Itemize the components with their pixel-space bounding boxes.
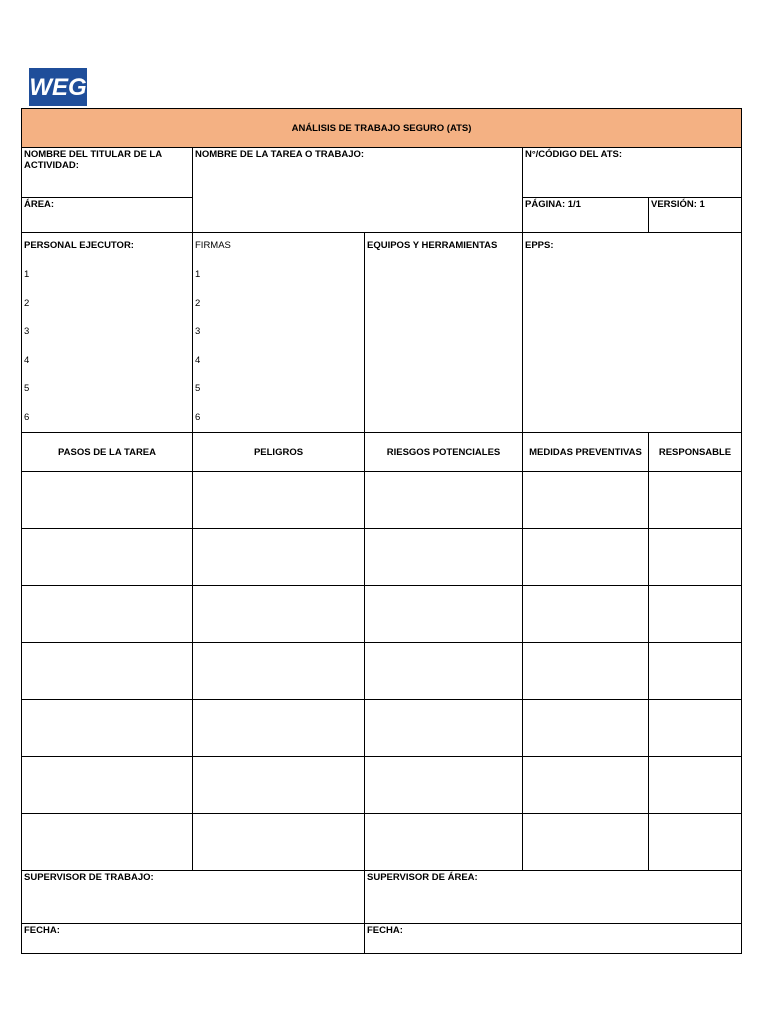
area-supervisor-label: SUPERVISOR DE ÁREA:	[367, 872, 478, 883]
logo-text: WEG	[29, 74, 87, 101]
row-cell-risk[interactable]	[364, 471, 523, 529]
row-cell-risk[interactable]	[364, 699, 523, 757]
signature-number: 6	[195, 412, 201, 423]
row-cell-step[interactable]	[21, 585, 193, 643]
col-header-responsible: RESPONSABLE	[648, 432, 742, 472]
row-cell-responsible[interactable]	[648, 756, 742, 814]
date-label-left: FECHA:	[24, 925, 60, 936]
task-name-field[interactable]	[192, 147, 523, 233]
staff-cell[interactable]	[21, 232, 193, 433]
holder-label: NOMBRE DEL TITULAR DE LA ACTIVIDAD:	[24, 149, 162, 171]
row-cell-measure[interactable]	[522, 756, 649, 814]
area-field[interactable]	[21, 197, 193, 233]
row-cell-measure[interactable]	[522, 699, 649, 757]
signature-number: 4	[195, 355, 201, 366]
staff-number: 5	[24, 383, 30, 394]
row-cell-hazard[interactable]	[192, 756, 365, 814]
col-header-measures: MEDIDAS PREVENTIVAS	[522, 432, 649, 472]
work-supervisor-label: SUPERVISOR DE TRABAJO:	[24, 872, 154, 883]
area-label: ÁREA:	[24, 199, 55, 210]
signature-number: 3	[195, 326, 201, 337]
col-header-risks: RIESGOS POTENCIALES	[364, 432, 523, 472]
row-cell-step[interactable]	[21, 813, 193, 871]
row-cell-step[interactable]	[21, 642, 193, 700]
row-cell-risk[interactable]	[364, 813, 523, 871]
version-cell	[648, 197, 742, 233]
row-cell-hazard[interactable]	[192, 699, 365, 757]
holder-field[interactable]	[21, 147, 193, 198]
col-header-hazards: PELIGROS	[192, 432, 365, 472]
signature-number: 2	[195, 298, 201, 309]
equipment-label: EQUIPOS Y HERRAMIENTAS	[367, 240, 498, 251]
row-cell-responsible[interactable]	[648, 528, 742, 586]
row-cell-risk[interactable]	[364, 642, 523, 700]
row-cell-risk[interactable]	[364, 528, 523, 586]
row-cell-measure[interactable]	[522, 813, 649, 871]
row-cell-risk[interactable]	[364, 585, 523, 643]
area-supervisor-field[interactable]	[364, 870, 742, 924]
row-cell-risk[interactable]	[364, 756, 523, 814]
epps-cell[interactable]	[522, 232, 742, 433]
row-cell-responsible[interactable]	[648, 813, 742, 871]
col-header-steps: PASOS DE LA TAREA	[21, 432, 193, 472]
ats-code-label: N°/CÓDIGO DEL ATS:	[525, 149, 623, 160]
signature-number: 1	[195, 269, 201, 280]
row-cell-hazard[interactable]	[192, 471, 365, 529]
row-cell-responsible[interactable]	[648, 699, 742, 757]
form-title: ANÁLISIS DE TRABAJO SEGURO (ATS)	[21, 108, 742, 148]
row-cell-responsible[interactable]	[648, 471, 742, 529]
row-cell-step[interactable]	[21, 528, 193, 586]
work-supervisor-field[interactable]	[21, 870, 365, 924]
staff-number: 1	[24, 269, 30, 280]
staff-number: 3	[24, 326, 30, 337]
row-cell-hazard[interactable]	[192, 585, 365, 643]
weg-logo	[29, 68, 87, 106]
page-label: PÁGINA: 1/1	[525, 199, 581, 210]
signatures-cell[interactable]	[192, 232, 365, 433]
ats-form	[21, 108, 742, 954]
epps-label: EPPS:	[525, 240, 554, 251]
staff-number: 2	[24, 298, 30, 309]
signatures-label: FIRMAS	[195, 240, 231, 251]
row-cell-hazard[interactable]	[192, 813, 365, 871]
row-cell-measure[interactable]	[522, 642, 649, 700]
staff-number: 4	[24, 355, 30, 366]
row-cell-step[interactable]	[21, 756, 193, 814]
row-cell-step[interactable]	[21, 471, 193, 529]
staff-label: PERSONAL EJECUTOR:	[24, 240, 134, 251]
ats-code-field[interactable]	[522, 147, 742, 198]
equipment-cell[interactable]	[364, 232, 523, 433]
signature-number: 5	[195, 383, 201, 394]
row-cell-measure[interactable]	[522, 585, 649, 643]
row-cell-responsible[interactable]	[648, 642, 742, 700]
row-cell-hazard[interactable]	[192, 642, 365, 700]
row-cell-step[interactable]	[21, 699, 193, 757]
task-name-label: NOMBRE DE LA TAREA O TRABAJO:	[195, 149, 365, 160]
row-cell-measure[interactable]	[522, 528, 649, 586]
date-label-right: FECHA:	[367, 925, 403, 936]
row-cell-responsible[interactable]	[648, 585, 742, 643]
row-cell-hazard[interactable]	[192, 528, 365, 586]
staff-number: 6	[24, 412, 30, 423]
row-cell-measure[interactable]	[522, 471, 649, 529]
version-label: VERSIÓN: 1	[651, 199, 705, 210]
page-cell	[522, 197, 649, 233]
date-field-left[interactable]	[21, 923, 365, 954]
date-field-right[interactable]	[364, 923, 742, 954]
